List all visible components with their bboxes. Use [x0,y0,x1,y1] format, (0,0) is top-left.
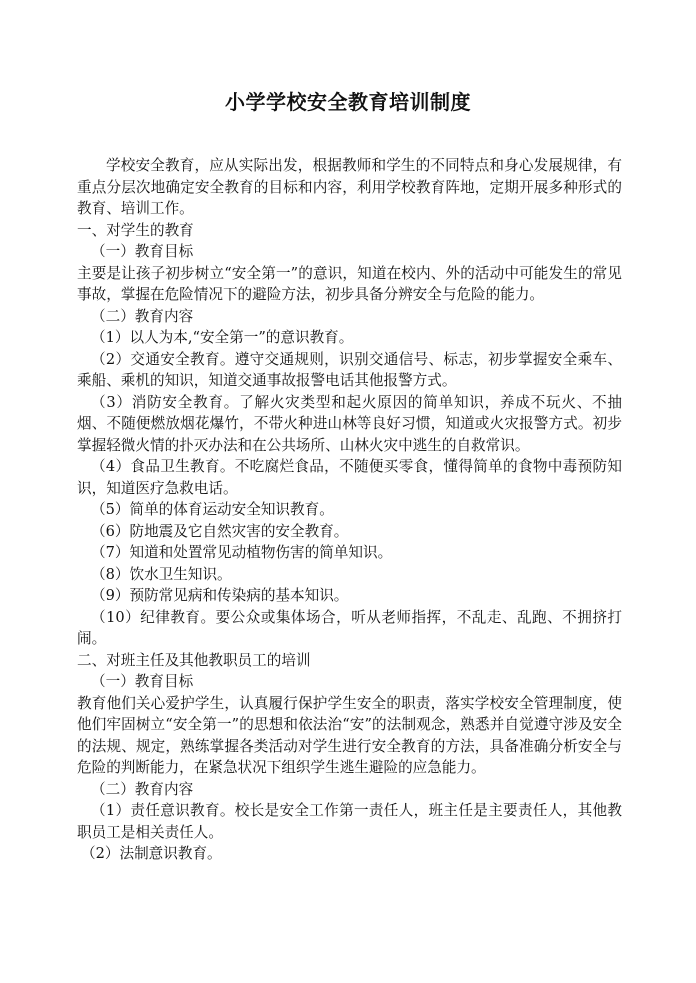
section-heading: 二、对班主任及其他教职员工的培训 [77,651,311,669]
goal-paragraph: 教育他们关心爱护学生，认真履行保护学生安全的职责，落实学校安全管理制度，使他们牢固树立“安全第一”的思想和依法治“安”的法制观念，熟悉并自觉遵守涉及安全的法规、规定，熟练掌握各类活动对学生进行安全教育的方法，具备准确分析安全与危险的判断能力，在紧急状况下组织学生逃生避险的应急能力。 [77,694,622,776]
goal-paragraph: 主要是让孩子初步树立“安全第一”的意识，知道在校内、外的活动中可能发生的常见事故，掌握在危险情况下的避险方法，初步具备分辨安全与危险的能力。 [77,264,622,303]
list-item: （1）责任意识教育。校长是安全工作第一责任人，班主任是主要责任人，其他教职员工是相关责任人。 [77,802,622,841]
list-item: （3）消防安全教育。了解火灾类型和起火原因的简单知识，养成不玩火、不抽烟、不随便燃放烟花爆竹，不带火种进山林等良好习惯，知道或火灾报警方式。初步掌握轻微火情的扑灭办法和在公共场所、山林火灾中逃生的自救常识。 [77,393,622,454]
list-item: （9）预防常见病和传染病的基本知识。 [91,587,349,604]
list-item: （8）饮水卫生知识。 [91,565,232,583]
intro-paragraph: 学校安全教育，应从实际出发，根据教师和学生的不同特点和身心发展规律，有重点分层次地确定安全教育的目标和内容，利用学校教育阵地，定期开展多种形式的教育、培训工作。 [77,157,622,217]
list-item: （2）交通安全教育。遵守交通规则，识别交通信号、标志，初步掌握安全乘车、乘船、乘机的知识，知道交通事故报警电话其他报警方式。 [77,350,622,389]
list-item: （2）法制意识教育。 [81,845,222,862]
document-body [77,155,622,865]
subsection-heading: （一）教育目标 [91,243,194,260]
document-title: 小学学校安全教育培训制度 [225,90,471,114]
subsection-heading: （二）教育内容 [91,307,194,325]
section-heading: 一、对学生的教育 [77,221,194,239]
subsection-heading: （二）教育内容 [91,780,194,798]
list-item: （4）食品卫生教育。不吃腐烂食品，不随便买零食，懂得简单的食物中毒预防知识，知道医疗急救电话。 [77,458,622,497]
subsection-heading: （一）教育目标 [91,673,194,690]
list-item: （5）简单的体育运动安全知识教育。 [91,501,334,518]
list-item: （6）防地震及它自然灾害的安全教育。 [91,522,349,540]
list-item: （10）纪律教育。要公众或集体场合，听从老师指挥，不乱走、乱跑、不拥挤打闹。 [77,608,622,647]
list-item: （1）以人为本,“安全第一”的意识教育。 [91,329,354,346]
list-item: （7）知道和处置常见动植物伤害的简单知识。 [91,544,393,561]
